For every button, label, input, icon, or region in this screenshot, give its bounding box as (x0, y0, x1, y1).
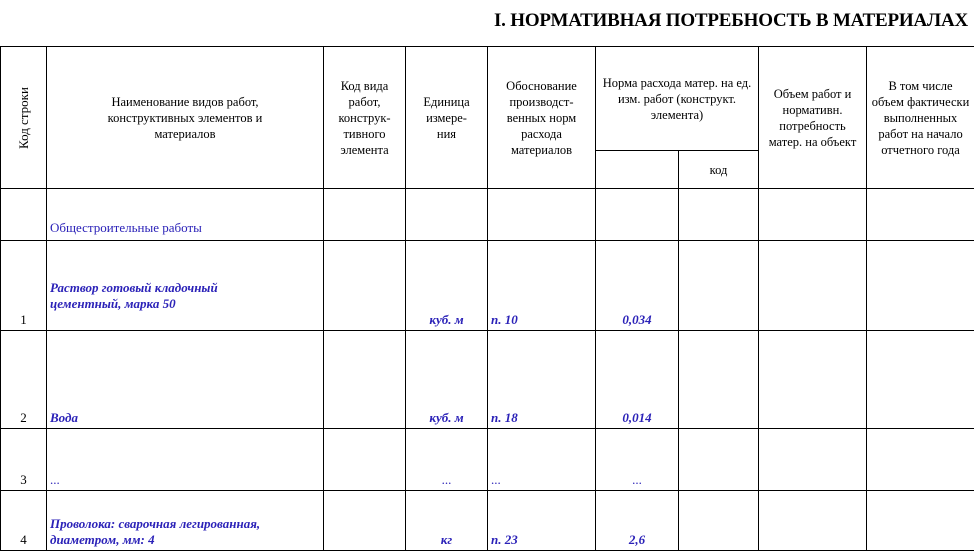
table-row: 2 Вода куб. м п. 18 0,014 (1, 331, 974, 429)
materials-table (0, 46, 974, 551)
header-norm-code: код (679, 151, 759, 189)
header-volume: Объем работ и нормативн. потребность матер. на объект (759, 47, 867, 189)
header-norm: Норма расхода матер. на ед. изм. работ (конструкт. элемента) (596, 47, 759, 151)
header-basis: Обоснование производст-венных норм расхода материалов (488, 47, 596, 189)
section-row (1, 189, 974, 241)
header-norm-value (596, 151, 679, 189)
header-row-code: Код строки (1, 47, 47, 189)
section-title: Общестроительные работы (47, 189, 324, 241)
header-name: Наименование видов работ, конструктивных элементов и материалов (47, 47, 324, 189)
header-row-1 (1, 47, 974, 151)
header-incl: В том числе объем фактически выполненных работ на начало отчетного года (867, 47, 974, 189)
header-unit: Единица измере-ния (406, 47, 488, 189)
table-row: 4 Проволока: сварочная легированная, диаметром, мм: 4 кг п. 23 2,6 (1, 491, 974, 551)
table-row: 3 ... ... ... ... (1, 429, 974, 491)
table-row: 1 Раствор готовый кладочный цементный, марка 50 куб. м п. 10 0,034 (1, 241, 974, 331)
header-work-code: Код вида работ, конструк-тивного элемента (324, 47, 406, 189)
page-title: I. НОРМАТИВНАЯ ПОТРЕБНОСТЬ В МАТЕРИАЛАХ (0, 10, 968, 32)
